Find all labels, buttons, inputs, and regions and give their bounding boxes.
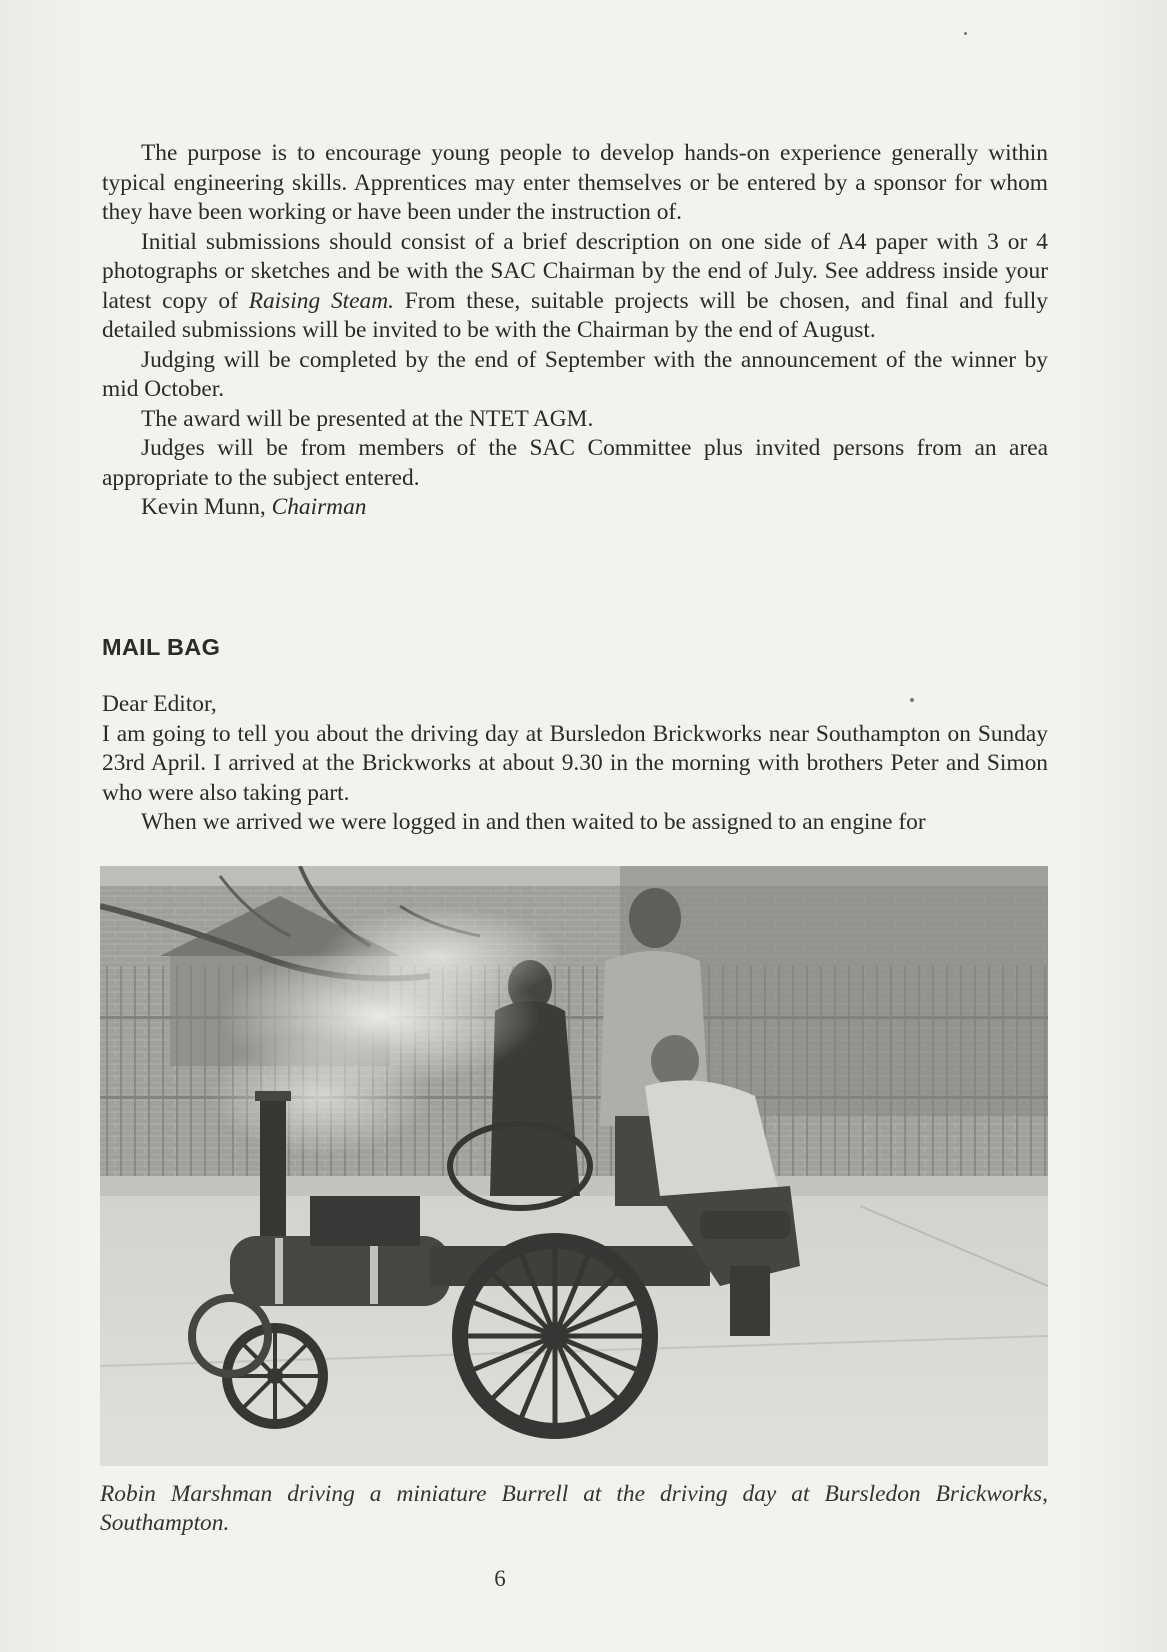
traction-engine-photo <box>100 866 1048 1466</box>
mail-bag-letter <box>102 690 1048 838</box>
paragraph-submissions <box>102 228 1048 346</box>
paragraph-judges: Judges will be from members of the SAC Committee plus invited persons from an area appropriate to the subject entered. <box>102 435 1048 491</box>
paragraph-purpose: The purpose is to encourage young people to develop hands-on experience generally within typical engineering skills. Apprentices may enter themselves or be entered by a sponsor for whom they have been working or have been under the instruction of. <box>102 140 1048 225</box>
award-announcement <box>102 139 1048 523</box>
letter-paragraph-1: I am going to tell you about the driving day at Bursledon Brickworks near Southampton on Sunday 23rd April. I arrived at the Brickworks at about 9.30 in the morning with brothers Peter and Simon who were also taking part. <box>102 720 1048 806</box>
signoff-name: Kevin Munn, <box>141 494 272 520</box>
paragraph-judging: Judging will be completed by the end of September with the announcement of the winner by mid October. <box>102 346 1048 402</box>
signoff-title: Chairman <box>271 494 367 520</box>
submissions-text-start: Initial submissions should consist of a brief description on one side of A4 paper with 3 or 4 photographs or sketches and be with the SAC Chairman by the end of July. See address inside your latest copy of <box>102 228 1048 314</box>
signoff <box>102 493 1048 523</box>
submissions-text-end: From these, suitable projects will be chosen, and final and fully detailed submissions will be invited to be with the Chairman by the end of August. <box>102 287 1048 343</box>
print-speck <box>964 32 967 35</box>
photo-caption: Robin Marshman driving a miniature Burrell at the driving day at Bursledon Brickworks, Southampton. <box>100 1481 1048 1536</box>
letter-salutation: Dear Editor, <box>102 691 217 717</box>
publication-title: Raising Steam. <box>248 287 394 314</box>
page-number: 6 <box>494 1566 506 1591</box>
paragraph-award: The award will be presented at the NTET AGM. <box>141 405 594 432</box>
mail-bag-heading: MAIL BAG <box>102 634 221 660</box>
letter-paragraph-2: When we arrived we were logged in and then waited to be assigned to an engine for <box>141 809 926 835</box>
